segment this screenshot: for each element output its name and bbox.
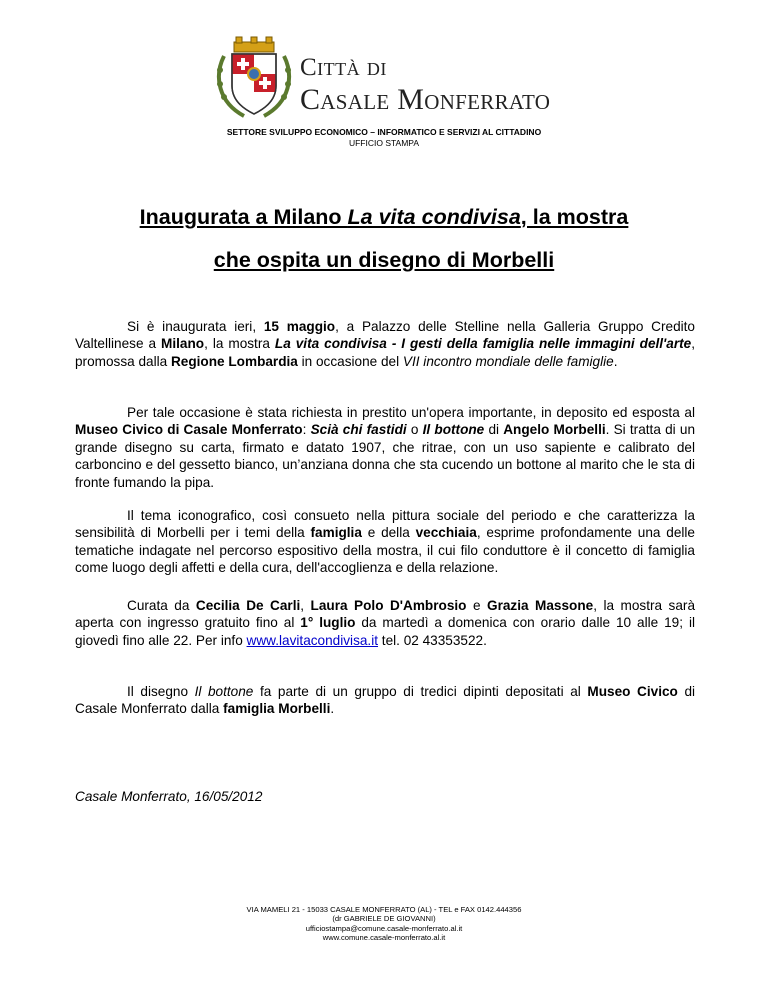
paragraph-2: Per tale occasione è stata richiesta in prestito un'opera importante, in deposito ed esposta al Museo Civico di Casale Monferrato: Scià chi fastidi o Il bottone di Angelo Morbelli. Si tratta di un grande disegno su carta, firmato e datato 1907, che ritrae, con un uso sapiente e calibrato del carboncino e del gessetto bianco, un’anziana donna che sta cucendo un bottone al marito che le sta di fronte fumando la pipa. [75,405,695,490]
office-name: UFFICIO STAMPA [348,138,420,148]
footer [0,905,768,943]
city-name: Casale Monferrato [300,83,551,116]
coat-of-arms-icon [214,36,294,120]
dateline: Casale Monferrato, 16/05/2012 [75,789,263,804]
city-logo [214,36,554,122]
paragraph-5: Il disegno Il bottone fa parte di un gruppo di tredici dipinti depositati al Museo Civico di Casale Monferrato dalla famiglia Morbelli. [75,684,696,717]
website-link[interactable]: www.lavitacondivisa.it [246,632,379,648]
footer-email: ufficiostampa@comune.casale-monferrato.al.it [305,923,463,933]
paragraph-3: Il tema iconografico, così consueto nella pittura sociale del periodo e che caratterizza la sensibilità di Morbelli per i temi della famiglia e della vecchiaia, esprime profondamente una delle tematiche indagate nel percorso espositivo della mostra, il cui filo conduttore è il concetto di famiglia come luogo degli affetti e della cura, dell'accoglienza e della relazione. [75,508,695,576]
headline-line-2: che ospita un disegno di Morbelli [213,248,555,272]
sector-name: SETTORE SVILUPPO ECONOMICO – INFORMATICO E SERVIZI AL CITTADINO [226,127,542,137]
city-prefix: Città di [300,54,387,81]
headline-line-1: Inaugurata a Milano La vita condivisa, la mostra [139,205,629,229]
footer-website: www.comune.casale-monferrato.al.it [322,933,446,943]
paragraph-4: Curata da Cecilia De Carli, Laura Polo D'Ambrosio e Grazia Massone, la mostra sarà aperta con ingresso gratuito fino al 1° luglio da martedì a domenica con orario dalle 10 alle 19; il giovedì fino alle 22. Per info www.lavitacondivisa.it tel. 02 43353522. [75,598,696,648]
footer-contact-person: (dr GABRIELE DE GIOVANNI) [332,914,436,924]
paragraph-1: Si è inaugurata ieri, 15 maggio, a Palazzo delle Stelline nella Galleria Gruppo Credito Valtellinese a Milano, la mostra La vita condivisa - I gesti della famiglia nelle immagini dell'arte, promossa dalla Regione Lombardia in occasione del VII incontro mondiale delle famiglie. [75,319,696,369]
footer-address: VIA MAMELI 21 - 15033 CASALE MONFERRATO (AL) - TEL e FAX 0142.444356 [246,905,522,914]
